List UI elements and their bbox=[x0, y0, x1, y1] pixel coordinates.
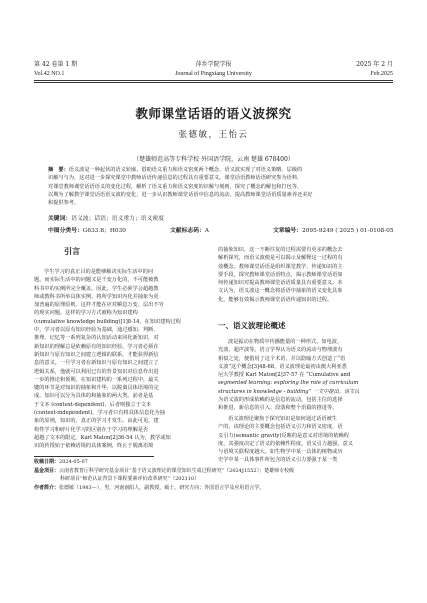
text-line: 相似之处，便借用了这个术语，并以隐喻方式创造了“语 bbox=[218, 355, 346, 362]
abstract-line: 对课堂教师课堂话语语义的变化过程，解析了语义重力和语义密度的识解与刻画，探究了概念的解包和打包等， bbox=[48, 183, 303, 190]
text-line: 学生学习的真正目的是能够解决实际生活中的问 bbox=[44, 269, 153, 275]
text-line: 识的传授始于依赖语境的具体案例，终止于脱离语境 bbox=[34, 443, 154, 450]
text-line: 新知识的理解总是依赖原有的知识经验。学习者必须在 bbox=[34, 343, 159, 350]
text-line: 光波、超声波等。语言学界认为语义的流动与物理波有 bbox=[218, 347, 343, 354]
right-column-intro-continued bbox=[218, 246, 393, 304]
footnote-author-bio bbox=[34, 484, 393, 492]
text-line: 中，学习者以原有知识经验为基础，通过感知、判断、 bbox=[34, 327, 159, 334]
header-rule bbox=[34, 80, 393, 81]
fund-line: 科研项目“师范认证背景下课程要素评价改革研究”（202110） bbox=[60, 476, 200, 482]
intro-paragraph bbox=[34, 268, 209, 451]
abstract bbox=[48, 166, 379, 207]
text-line: 息的意义。一旦学习者在新知识与原有知识之间建立了 bbox=[34, 360, 159, 367]
article-title: 教师课堂话语的语义波探究 bbox=[135, 106, 292, 121]
fund-label: 基金项目： bbox=[34, 468, 60, 474]
text-line: 与语境关联程度越大。如生物学中某一具体的植物或历 bbox=[218, 449, 343, 456]
text-line: 键的环节是对知识的抽象和升华，以脱离具体语境的完 bbox=[34, 385, 159, 392]
footnote-rule bbox=[34, 456, 154, 457]
received-label: 收稿日期： bbox=[34, 459, 60, 465]
keywords bbox=[48, 213, 164, 222]
text-line: 新知识与原有知识之间建立逻辑的联系，才能获得新信 bbox=[34, 351, 159, 358]
journal-name-cn: 萍乡学院学报 bbox=[195, 61, 232, 68]
text-line: 推理、记忆等一系列复杂的认知活动来同化新知识，对 bbox=[34, 335, 159, 342]
fund-line: 云南省教育厅科学研究基金项目“基于语义波理论的课堂知识生成过程研究”（2024J1552）；楚雄师专校级 bbox=[59, 468, 295, 474]
text-line: 解析探究，而语义波便是可以揭示及解释这一过程的有 bbox=[218, 255, 343, 262]
text-line: 和推进、新信息的引入、段落和整个语篇的推进等。 bbox=[218, 405, 338, 412]
document-code-value: A bbox=[204, 228, 209, 234]
article-number bbox=[273, 225, 394, 234]
journal-name-en: Journal of Pingxiang University bbox=[175, 71, 252, 77]
author-bio: 张德敏（1983—），男，河南南阳人，副教授，硕士，研究方向：外国语言学及应用语言学。 bbox=[59, 485, 265, 491]
text-line: 文认为，语义波这一概念将话语中抽象的语义变化具象 bbox=[218, 288, 343, 295]
text-line: 化，能够有效揭示教师课堂话语传递知识的过程。 bbox=[218, 296, 333, 303]
text-line: 史学中某一具体事件所包含的语义引力要强于某一类 bbox=[218, 457, 338, 464]
text-line: 何传递知识对提高教师课堂话语质量具有重要意义。本 bbox=[218, 280, 343, 287]
keywords-value: 语义波；话语；语义重力；语义密度 bbox=[71, 216, 164, 222]
document-code-label: 文献标志码： bbox=[170, 228, 205, 234]
section-heading-intro: 引言 bbox=[64, 246, 80, 256]
document-code bbox=[170, 225, 209, 234]
abstract-line: 以期为了解教学课堂话语语义波的变化，进一步认识教师课堂话语中信息的流动，提高教师课堂话语质量素养还美好 bbox=[48, 191, 313, 198]
text-line: 逻辑关系，他就可以利用已有的背景知识对信息作出进 bbox=[34, 368, 159, 375]
received-date: 2024-05-07 bbox=[59, 459, 88, 465]
text-line: 构性学习和碎片化学习的区别在于学习的理解是否 bbox=[34, 426, 149, 433]
text-line: 的抽象知识，这一不断往复的过程需要有更多的概念去 bbox=[218, 247, 343, 253]
issue-date-cn: 2025 年 2 月 bbox=[356, 61, 393, 68]
text-line: 语义波理论聚焦于探究知识是如何通过话语被生 bbox=[228, 416, 337, 422]
abstract-line: 和提供参考。 bbox=[48, 200, 80, 207]
volume-issue-en: Vol.42 NO.1 bbox=[34, 71, 65, 77]
clc-label: 中图分类号： bbox=[48, 228, 83, 234]
text-line: 加普遍的原理原则，这样才能在应对瞬息万变、层出不穷 bbox=[34, 302, 164, 309]
abstract-label: 摘 要： bbox=[48, 167, 69, 173]
text-line: segmented learning: exploring the role of curriculum bbox=[218, 380, 359, 387]
text-line: 象的原则，知识的，真正的学习才发生。由此可见，建 bbox=[34, 418, 159, 425]
text-line: 为语义波的形成依赖的是信息的流动，包括主位的选择 bbox=[218, 397, 343, 404]
clc-number bbox=[48, 225, 126, 234]
keywords-label: 关键词： bbox=[48, 216, 72, 222]
text-line: (cumulative knowledge building)[1]8-14，在知识建构过程 bbox=[34, 318, 181, 325]
volume-issue-cn: 第 42 卷第 1 期 bbox=[34, 61, 78, 68]
text-line: 产的，该理论的主要概念包括语义引力和语义密度，语 bbox=[218, 424, 343, 431]
text-line: 题，而实际生活中的问题又是千变万化的，不可能被教 bbox=[34, 277, 159, 284]
footnote-fund bbox=[34, 467, 393, 483]
text-line: 师或教科书所举具体实例，将所学知识内化并抽象为更 bbox=[34, 293, 159, 300]
text-line: 尼大学教授 Karl Maton[2]37-57 在 “Cumulative and bbox=[218, 372, 351, 379]
text-line: 波是振动在物质中传播能量的一种形式，如电波、 bbox=[228, 339, 343, 345]
clc-value: G633.8；H030 bbox=[82, 228, 126, 234]
text-line: 要手段，探究教师课堂话语特点，揭示教师课堂话语如 bbox=[218, 271, 343, 278]
text-line: structures in knowledge - building” 一文中提出。该文认 bbox=[218, 388, 360, 395]
footnote-received bbox=[34, 458, 393, 466]
text-line: 成。知识可以分为具体的和抽象的两大类。前者是基 bbox=[34, 393, 154, 400]
text-line: 的现实问题。这样的学习方式被称为知识建构 bbox=[34, 310, 138, 317]
header-rule-thin bbox=[34, 82, 393, 83]
section-heading-1: 一、语义波理论概述 bbox=[218, 321, 286, 330]
text-line: 科书中的实例所完全覆盖。因此，学生必须学会超越教 bbox=[34, 285, 159, 292]
text-line: 效概念。教师课堂话语是组织课堂教学、传递知识的主 bbox=[218, 263, 343, 270]
abstract-line: 语义波是一种起伏的语义轮廓，借助语义重力和语义密度两个概念，语义波实现了对语义策略、层级的 bbox=[68, 167, 303, 173]
article-authors: 张德敏，王怡云 bbox=[178, 130, 249, 140]
text-line: (context-independent)。学习者只有将具体信息化为抽 bbox=[34, 410, 165, 417]
article-number-value: 2095-9249 ( 2025 ) 01-0108-05 bbox=[302, 228, 394, 234]
author-affiliation: （楚雄师范高等专科学校 外国语学院，云南 楚雄 678400） bbox=[133, 156, 294, 163]
text-line: 于文本 (context-dependent)，后者则独立于文本 bbox=[34, 401, 152, 408]
issue-date-en: Feb.2025 bbox=[370, 71, 393, 77]
text-line: 义引力(semantic gravity)反映的是意义对语境的依赖程 bbox=[218, 432, 349, 439]
article-number-label: 文章编号： bbox=[273, 228, 302, 234]
section-1-paragraph-1 bbox=[218, 338, 393, 413]
text-line: 义波”这个概念[3]48-68。语义波理论最初由澳大利亚悉 bbox=[218, 363, 347, 370]
text-line: 度，其强度决定了语义的依赖性程度。语义引力越强，意义 bbox=[218, 440, 353, 447]
abstract-line: 识解与与为，这对进一步探究课堂中教师话语传递信息的过程具有重要意义。课堂话语教师话语研究参为语料， bbox=[48, 175, 303, 182]
author-bio-label: 作者简介： bbox=[34, 485, 60, 491]
text-line: 超越了文本的限定。Karl Maton[2]36-54 认为，教学或知 bbox=[34, 434, 171, 441]
text-line: 一步的推论和预期，在知识建构的一系列过程中，最关 bbox=[34, 376, 159, 383]
